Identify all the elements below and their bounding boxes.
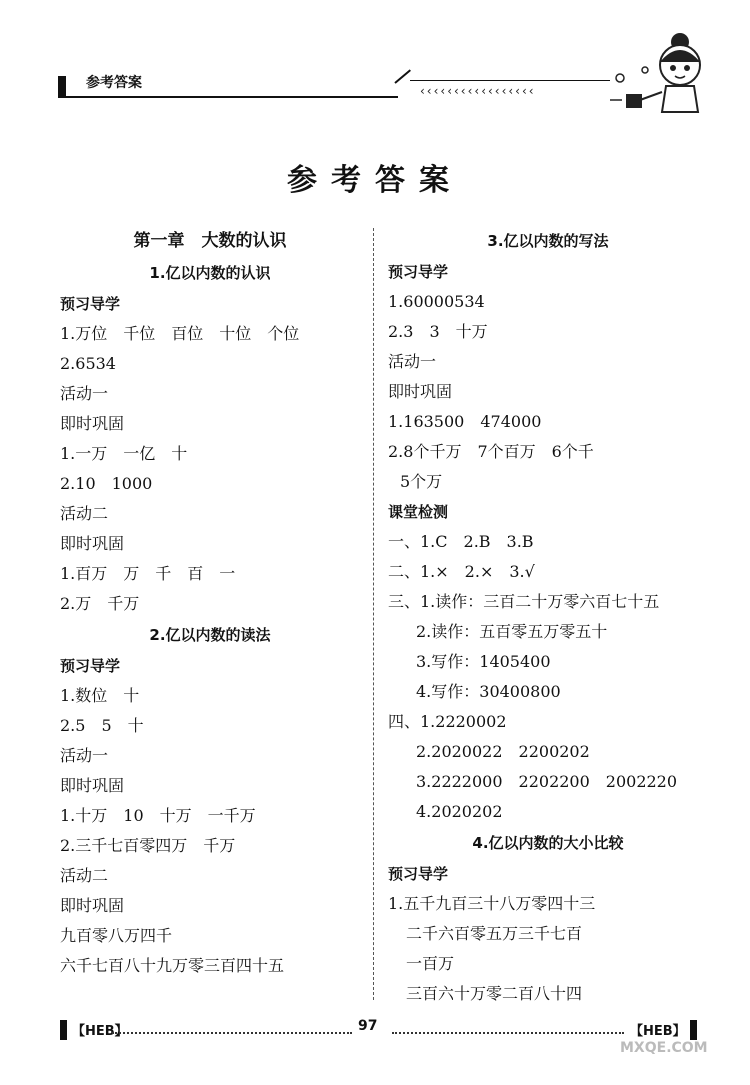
answer-line: 3.写作：1405400 xyxy=(416,652,551,671)
answer-line: 1.十万 10 十万 一千万 xyxy=(60,806,256,825)
answer-line: 一百万 xyxy=(406,954,455,973)
answer-line: 三百六十万零二百八十四 xyxy=(406,984,583,1003)
answer-line: 二、1.× 2.× 3.√ xyxy=(388,562,535,581)
chapter-heading: 第一章 大数的认识 xyxy=(133,231,287,251)
answer-line: 1.一万 一亿 十 xyxy=(60,444,188,463)
answer-line: 1.数位 十 xyxy=(60,686,140,705)
answer-line: 即时巩固 xyxy=(60,414,125,433)
answer-line: 2.读作：五百零五万零五十 xyxy=(416,622,608,641)
page-header xyxy=(0,0,750,120)
answer-line: 活动二 xyxy=(60,866,109,885)
section-heading: 2.亿以内数的读法 xyxy=(149,626,271,644)
column-divider xyxy=(373,228,374,1000)
answer-line: 2.2020022 2200202 xyxy=(416,742,590,761)
footer-mark-right xyxy=(690,1020,697,1040)
footer-dotted-rule-right xyxy=(392,1032,624,1034)
answer-line: 三、1.读作：三百二十万零六百七十五 xyxy=(388,592,660,611)
footer-dotted-rule-left xyxy=(112,1032,352,1034)
answer-line: 活动一 xyxy=(388,352,437,371)
answer-line: 2.5 5 十 xyxy=(60,716,144,735)
page-title: 参考答案 xyxy=(287,163,463,198)
page-footer xyxy=(0,1010,750,1085)
header-rule-upper xyxy=(410,80,610,81)
header-rule xyxy=(58,96,398,98)
answer-line: 即时巩固 xyxy=(388,382,453,401)
header-mark xyxy=(58,76,66,98)
answer-line: 1.百万 万 千 百 一 xyxy=(60,564,236,583)
answer-line: 活动一 xyxy=(60,746,109,765)
answer-line: 二千六百零五万三千七百 xyxy=(406,924,583,943)
answer-line: 1.万位 千位 百位 十位 个位 xyxy=(60,324,300,343)
header-arrows: ‹‹‹‹‹‹‹‹‹‹‹‹‹‹‹‹‹ xyxy=(420,84,536,98)
answer-line: 2.三千七百零四万 千万 xyxy=(60,836,236,855)
footer-code-right: 【HEB】 xyxy=(630,1024,686,1039)
subsection-label: 预习导学 xyxy=(388,865,449,883)
answer-line: 4.写作：30400800 xyxy=(416,682,561,701)
subsection-label: 预习导学 xyxy=(388,263,449,281)
answer-line: 1.163500 474000 xyxy=(388,412,542,431)
right-sections xyxy=(388,225,708,1009)
answer-line: 活动二 xyxy=(60,504,109,523)
section-heading: 4.亿以内数的大小比较 xyxy=(472,834,624,852)
left-column xyxy=(60,225,360,981)
answer-line: 即时巩固 xyxy=(60,776,125,795)
subsection-label: 课堂检测 xyxy=(388,503,449,521)
answer-line: 2.万 千万 xyxy=(60,594,140,613)
answer-line: 1.五千九百三十八万零四十三 xyxy=(388,894,596,913)
watermark: MXQE.COM xyxy=(620,1040,708,1056)
page-number: 97 xyxy=(358,1018,378,1034)
answer-line: 1.60000534 xyxy=(388,292,485,311)
footer-code-left: 【HEB】 xyxy=(72,1024,128,1039)
subsection-label: 预习导学 xyxy=(60,657,121,675)
answer-line: 4.2020202 xyxy=(416,802,503,821)
answer-line: 四、1.2220002 xyxy=(388,712,507,731)
answer-line: 3.2222000 2202200 2002220 xyxy=(416,772,678,791)
answer-line: 六千七百八十九万零三百四十五 xyxy=(60,956,285,975)
answer-line: 2.3 3 十万 xyxy=(388,322,488,341)
answer-line: 2.8个千万 7个百万 6个千 xyxy=(388,442,594,461)
answer-line: 活动一 xyxy=(60,384,109,403)
header-rule-slant xyxy=(394,69,411,83)
section-heading: 3.亿以内数的写法 xyxy=(487,232,609,250)
subsection-label: 预习导学 xyxy=(60,295,121,313)
right-column xyxy=(388,225,708,1009)
answer-line: 即时巩固 xyxy=(60,896,125,915)
footer-mark-left xyxy=(60,1020,67,1040)
answer-line: 九百零八万四千 xyxy=(60,926,173,945)
running-title: 参考答案 xyxy=(86,75,142,91)
left-sections xyxy=(60,257,360,981)
girl-mascot-icon xyxy=(600,20,720,120)
answer-line: 2.10 1000 xyxy=(60,474,153,493)
answer-line: 一、1.C 2.B 3.B xyxy=(388,532,534,551)
answer-line: 即时巩固 xyxy=(60,534,125,553)
section-heading: 1.亿以内数的认识 xyxy=(149,264,271,282)
answer-line: 2.6534 xyxy=(60,354,116,373)
answer-line: 5个万 xyxy=(400,472,443,491)
